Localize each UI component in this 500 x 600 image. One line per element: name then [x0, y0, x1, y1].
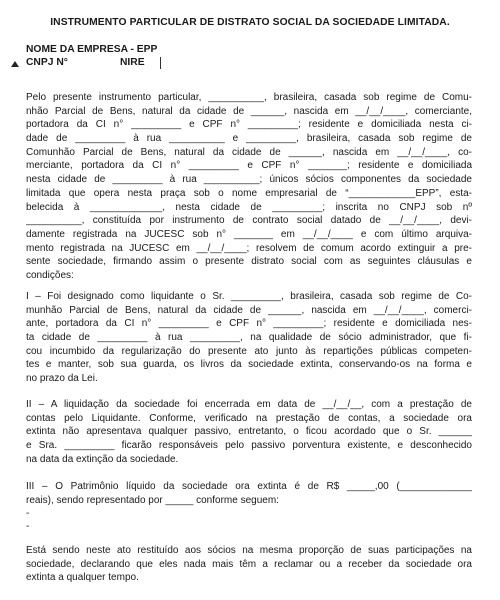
- paragraph-line: damente registrada na JUCESC sob n° _______ em __/__/____ e com último arquiva-: [26, 228, 472, 240]
- paragraph-line: belecida à _____________, nesta cidade de _________; inscrita no CNPJ sob nº: [26, 201, 472, 213]
- paragraph-line: I – Foi designado como liquidante o Sr. _________, brasileira, casada sob regime de Co-: [26, 291, 472, 302]
- paragraph-line: merciante, portadora da CI n° _________ e CPF n° _______; residente e domiciliada: [26, 160, 472, 172]
- paragraph-line: tes e manter, sob sua guarda, os livros da sociedade extinta, conservando-os na forma e: [26, 359, 472, 371]
- document-title: INSTRUMENTO PARTICULAR DE DISTRATO SOCIAL DA SOCIEDADE LIMITADA.: [50, 17, 450, 28]
- triangle-marker-icon: [11, 61, 19, 67]
- paragraph-clause-iii: [26, 480, 472, 507]
- paragraph-line: munhão Parcial de Bens, natural da cidade de ______, nascida em __/__/____, comerci-: [26, 304, 472, 316]
- paragraph-line: cou incumbido da regularização do presente ato junto às repartições públicas competen-: [26, 345, 472, 357]
- paragraph-line: sociedade, declarando que eles nada mais têm a reclamar ou a receber da sociedade ora: [26, 558, 472, 570]
- paragraph-line: reais), sendo representado por _____ conforme seguem:: [26, 494, 279, 506]
- list-dash-1: -: [26, 508, 30, 519]
- paragraph-line: Comunhão Parcial de Bens, natural da cidade de ______, nascida em __/__/____, co-: [26, 146, 472, 158]
- paragraph-line: no prazo da Lei.: [26, 373, 98, 385]
- nire-label: NIRE: [120, 57, 145, 68]
- paragraph-line: limitada que opera nesta praça sob o nome empresarial de “____________EPP”, esta-: [26, 187, 472, 199]
- paragraph-line: condições:: [26, 269, 74, 281]
- paragraph-line: III – O Patrimônio líquido da sociedade ora extinta é de R$ _____,00 (_____________: [26, 481, 472, 492]
- paragraph-line: dade de _________ à rua __________ e _________, brasileira, casada sob regime de: [26, 133, 472, 145]
- paragraph-line: ta cidade de _________ à rua _________, na qualidade de sócio administrador, que fi-: [26, 332, 472, 344]
- paragraph-preamble: [26, 91, 472, 283]
- list-dash-2: -: [26, 521, 30, 532]
- paragraph-line: mento registrada na JUCESC em __/__/____; resolvem de comum acordo extinguir a pre-: [26, 242, 472, 254]
- text-cursor: [160, 57, 161, 69]
- paragraph-closing: [26, 544, 472, 585]
- paragraph-line: sente sociedade, firmando assim o presente distrato social com as seguintes cláusulas e: [26, 256, 472, 268]
- paragraph-line: __________, constituída por instrumento de contrato social datado de __/__/____, devi-: [26, 215, 472, 227]
- paragraph-line: nesta cidade de _________ à rua __________; únicos sócios componentes da sociedade: [26, 174, 472, 186]
- paragraph-line: portadora da CI n° _________ e CPF n° _________; residente e domiciliada nesta ci-: [26, 119, 472, 131]
- paragraph-clause-i: [26, 290, 472, 386]
- paragraph-line: ante, portadora da CI n° _________ e CPF n° _________; residente e domiciliada nes-: [26, 318, 472, 330]
- company-name-label: NOME DA EMPRESA - EPP: [26, 44, 158, 55]
- cnpj-label: CNPJ N°: [26, 57, 68, 68]
- paragraph-line: na data da extinção da sociedade.: [26, 453, 179, 465]
- paragraph-clause-ii: [26, 398, 472, 466]
- paragraph-line: contas pelo Liquidante. Conforme, verificado na prestação de contas, a sociedade ora: [26, 412, 472, 424]
- paragraph-line: nhão Parcial de Bens, natural da cidade de ______, nascida em __/__/____, comerciante,: [26, 105, 472, 117]
- paragraph-line: e Sra. _________ ficarão responsáveis pelo passivo porventura existente, e desconhecido: [26, 440, 472, 452]
- paragraph-line: extinta não apresentava qualquer passivo, entretanto, o ficou acordado que o Sr. ______: [26, 426, 472, 438]
- paragraph-line: extinta a qualquer tempo.: [26, 572, 139, 584]
- paragraph-line: Pelo presente instrumento particular, __________, brasileira, casada sob regime de Comu-: [26, 92, 472, 103]
- paragraph-line: Está sendo neste ato restituído aos sócios na mesma proporção de suas participações na: [26, 545, 472, 556]
- paragraph-line: II – A liquidação da sociedade foi encerrada em data de __/__/__, com a prestação de: [26, 399, 472, 410]
